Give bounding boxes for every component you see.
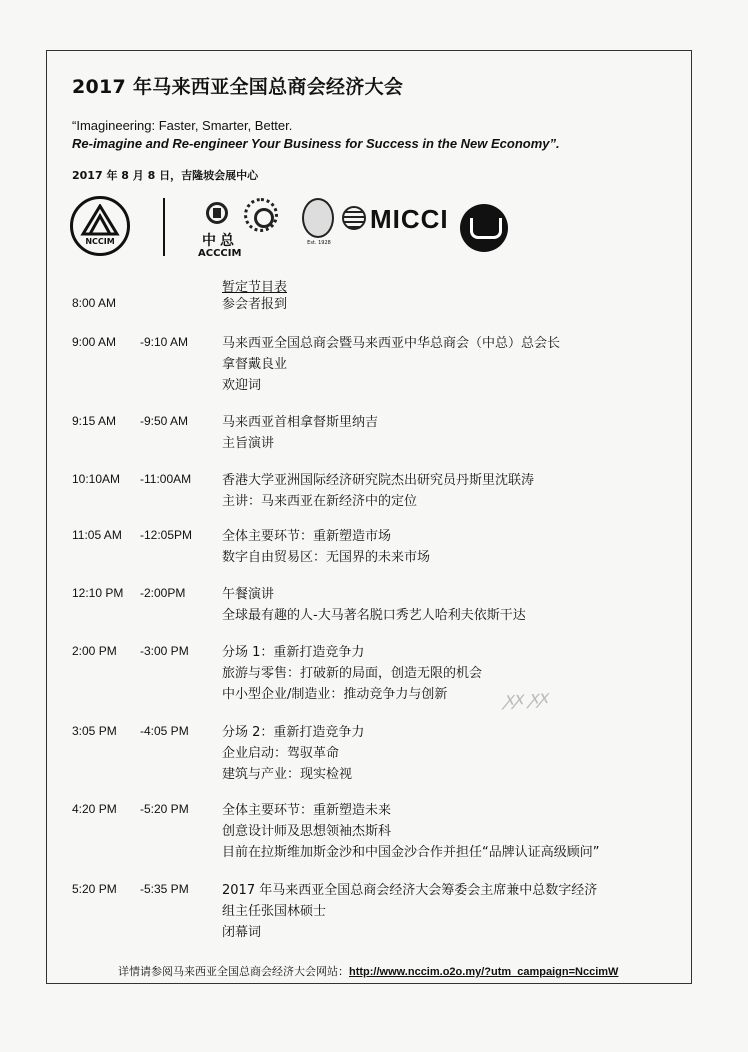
session-line: 全球最有趣的人-大马著名脱口秀艺人哈利夫依斯干达 (222, 608, 526, 623)
session-line: 拿督戴良业 (222, 357, 288, 372)
end-time: -2:00PM (140, 586, 186, 600)
session-line: 目前在拉斯维加斯金沙和中国金沙合作并担任“品牌认证高级顾问” (222, 845, 600, 860)
session-line: 全体主要环节：重新塑造未来 (222, 803, 392, 818)
footer-note (118, 963, 618, 979)
start-time: 8:00 AM (72, 296, 117, 310)
session-line: 主旨演讲 (222, 436, 275, 451)
nccim-logo-text: NCCIM (85, 237, 115, 246)
start-time: 11:05 AM (72, 528, 122, 542)
session-line: 欢迎词 (222, 378, 262, 393)
acccim-english-name: ACCCIM (198, 248, 242, 259)
session-line: 闭幕词 (222, 925, 262, 940)
start-time: 9:00 AM (72, 335, 117, 349)
session-line: 企业启动：驾驭革命 (222, 746, 340, 761)
key-emblem-logo (302, 198, 336, 254)
session-line: 旅游与零售：打破新的局面，创造无限的机会 (222, 666, 483, 681)
end-time: -5:35 PM (140, 882, 189, 896)
session-line: 香港大学亚洲国际经济研究院杰出研究员丹斯里沈联涛 (222, 473, 535, 488)
event-date-venue: 2017 年 8 月 8 日，吉隆坡会展中心 (72, 169, 259, 182)
end-time: -9:10 AM (140, 335, 189, 349)
acccim-logo (200, 198, 300, 258)
session-line: 马来西亚首相拿督斯里纳吉 (222, 415, 379, 430)
acccim-emblem-icon (206, 202, 228, 224)
session-details (222, 528, 662, 570)
handwritten-scribble: ꭗꭗ ꭗꭗ (503, 686, 549, 711)
session-details (222, 586, 662, 628)
footer-text: 详情请参阅马来西亚全国总商会经济大会网站： (118, 965, 349, 978)
schedule-heading: 暂定节目表 (222, 280, 288, 295)
session-line: 数字自由贸易区：无国界的未来市场 (222, 550, 431, 565)
session-line: 中小型企业/制造业：推动竞争力与创新 (222, 687, 448, 702)
session-line: 全体主要环节：重新塑造市场 (222, 529, 392, 544)
key-logo-est: Est. 1928 (307, 240, 331, 246)
session-line: 建筑与产业：现实检视 (222, 767, 353, 782)
sponsor-logos (70, 196, 530, 266)
session-line: 主讲：马来西亚在新经济中的定位 (222, 494, 418, 509)
website-link[interactable]: http://www.nccim.o2o.my/?utm_campaign=NccimW (349, 966, 619, 978)
session-details (222, 414, 662, 456)
logo-divider (163, 198, 165, 256)
session-details (222, 724, 662, 787)
session-details (222, 335, 662, 398)
session-line: 马来西亚全国总商会暨马来西亚中华总商会（中总）总会长 (222, 336, 561, 351)
start-time: 12:10 PM (72, 586, 124, 600)
end-time: -5:20 PM (140, 802, 189, 816)
start-time: 5:20 PM (72, 882, 117, 896)
session-details (222, 882, 662, 945)
acccim-chinese-name: 中总 (202, 233, 238, 249)
end-time: -9:50 AM (140, 414, 189, 428)
session-details (222, 802, 662, 865)
round-emblem-icon (460, 204, 508, 252)
page-title: 2017 年马来西亚全国总商会经济大会 (72, 76, 404, 98)
start-time: 9:15 AM (72, 414, 117, 428)
session-line: 分场 2：重新打造竞争力 (222, 725, 365, 740)
nccim-emblem-icon (79, 204, 121, 236)
end-time: -11:00AM (140, 472, 192, 486)
session-line: 午餐演讲 (222, 587, 275, 602)
session-line: 分场 1：重新打造竞争力 (222, 645, 365, 660)
session-line: 2017 年马来西亚全国总商会经济大会筹委会主席兼中总数字经济 (222, 883, 598, 898)
session-details (222, 472, 662, 514)
globe-icon (342, 206, 366, 230)
start-time: 3:05 PM (72, 724, 117, 738)
key-icon (302, 198, 334, 238)
session-details (222, 644, 662, 707)
flower-emblem-icon (244, 198, 278, 232)
start-time: 2:00 PM (72, 644, 117, 658)
end-time: -4:05 PM (140, 724, 189, 738)
theme-line-1: “Imagineering: Faster, Smarter, Better. (72, 118, 293, 133)
session-line: 创意设计师及思想领袖杰斯科 (222, 824, 392, 839)
session-details (222, 296, 662, 317)
end-time: -3:00 PM (140, 644, 189, 658)
start-time: 4:20 PM (72, 802, 117, 816)
start-time: 10:10AM (72, 472, 121, 486)
nccim-logo (70, 196, 130, 256)
micci-logo-text: MICCI (370, 204, 449, 234)
session-line: 组主任张国林硕士 (222, 904, 327, 919)
theme-line-2: Re-imagine and Re-engineer Your Business for Success in the New Economy”. (72, 136, 560, 151)
session-line: 参会者报到 (222, 297, 288, 312)
end-time: -12:05PM (140, 528, 193, 542)
